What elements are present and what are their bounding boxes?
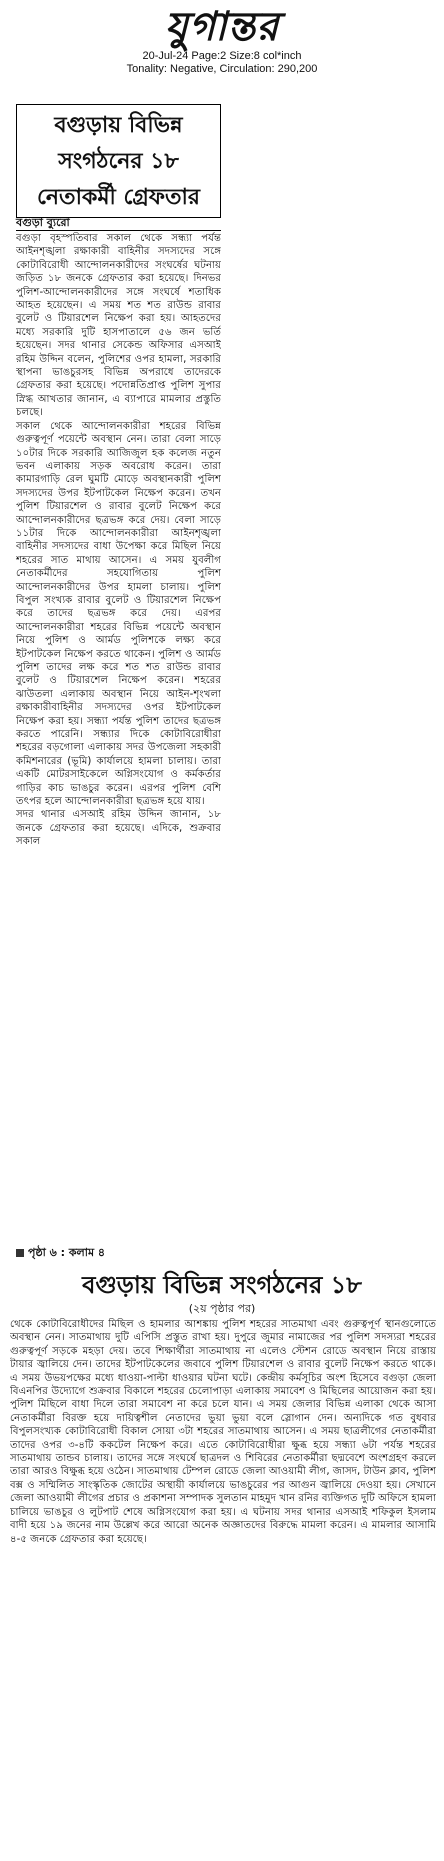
article-paragraph: সদর থানার এসআই রহিম উদ্দিন জানান, ১৮ জনকে গ্রেফতার করা হয়েছে। এদিকে, শুক্রবার সকাল <box>16 809 221 848</box>
jump-reference-text: পৃষ্ঠা ৬ : কলাম ৪ <box>28 1246 106 1259</box>
continuation-paragraph: থেকে কোটাবিরোধীদের মিছিল ও হামলার আশঙ্কায় পুলিশ শহরের সাতমাথা এবং গুরুত্বপূর্ণ স্থানগুলোতে অবস্থান নেন। সাতমাথায় দুটি এপিসি প্রস্তুত রাখা হয়। দুপুরে জুমার নামাজের পর পুলিশ সদস্যরা শহরের গুরুত্বপূর্ণ সড়কে মহড়া দেয়। তবে শিক্ষার্থীরা সাতমাথায় না এলেও স্টেশন রোডে অবস্থান নিয়ে রাস্তায় টায়ার জ্বালিয়ে দেন। তাদের ইটপাটকেলের জবাবে পুলিশ টিয়ারশেল ও রাবার বুলেট নিক্ষেপ করতে থাকে। এ সময় উভয়পক্ষের মধ্যে ধাওয়া-পাল্টা ধাওয়ার ঘটনা ঘটে। কেন্দ্রীয় কর্মসূচির অংশ হিসেবে বগুড়া জেলা বিএনপির উদ্যোগে শুক্রবার বিকালে শহরের চেলোপাড়া এলাকায় সমাবেশ ও মিছিলের আয়োজন করা হয়। পুলিশ মিছিলে বাধা দিলে তারা সমাবেশ না করে চলে যান। এ সময় জেলার বিভিন্ন এলাকা থেকে আসা নেতাকর্মীরা বিরক্ত হয়ে দায়িত্বশীল নেতাদের ভুয়া ভুয়া বলে স্লোগান দেন। অন্যদিকে গত বুধবার বিপুলসংখ্যক কোটাবিরোধী বিকাল সোয়া ৩টা শহরের সাতমাথায় আসেন। এ সময় ছাত্রলীগের নেতাকর্মীরা তাদের ওপর ৩-৪টি ককটেল নিক্ষেপ করে। এতে কোটাবিরোধীরা ক্ষুব্ধ হয়ে সন্ধ্যা ৬টা পর্যন্ত শহরের সাতমাথায় তান্ডব চালায়। তাদের সঙ্গে সংঘর্ষে ছাত্রদল ও শিবিরের নেতাকর্মীরা ছদ্মবেশে অংশগ্রহণ করলে তারা আরও বিক্ষুব্ধ হয়ে ওঠেন। সাতমাথায় টেম্পল রোডে জেলা আওয়ামী লীগ, জাসদ, টাউন ক্লাব, পুলিশ বক্স ও সম্মিলিত সাংস্কৃতিক জোটের অস্থায়ী কার্যালয়ে ভাঙচুরের পর আগুন জ্বালিয়ে দেওয়া হয়। সেখানে জেলা আওয়ামী লীগের প্রচার ও প্রকাশনা সম্পাদক সুলতান মাহমুদ খান রনির ব্যক্তিগত দুটি অফিসে হামলা চালিয়ে ভাঙচুর ও লুটপাট শেষে অগ্নিসংযোগ করা হয়। এ ঘটনায় সদর থানার এসআই শফিকুল ইসলাম বাদী হয়ে ১৯ জনের নাম উল্লেখ করে আরো অনেক অজ্ঞাতদের বিরুদ্ধে মামলা করেন। এ মামলার আসামি ৪-৫ জনকে গ্রেফতার করা হয়েছে। <box>10 1319 436 1545</box>
clip-meta-tonality: Tonality: Negative, Circulation: 290,200 <box>126 63 318 75</box>
continuation-body <box>10 1318 436 1853</box>
continuation-subhead: (২য় পৃষ্ঠার পর) <box>188 1302 256 1315</box>
article-column <box>16 232 221 1242</box>
article-byline: বগুড়া ব্যুরো <box>16 216 221 231</box>
newspaper-logo: যুগান্তর <box>164 3 280 50</box>
article-paragraph: সকাল থেকে আন্দোলনকারীরা শহরের বিভিন্ন গুরুত্বপূর্ণ পয়েন্টে অবস্থান নেন। তারা বেলা সাড়ে ১০টার দিকে সরকারি আজিজুল হক কলেজ নতুন ভবন এলাকায় সড়ক অবরোধ করেন। তারা কামারগাড়ি রেল ঘুমটি মোড়ে অবস্থানকারী পুলিশ সদস্যদের উপর ইটপাটকেল নিক্ষেপ করেন। তখন পুলিশ টিয়ারশেল ও রাবার বুলেট নিক্ষেপ করে আন্দোলনকারীদের ছত্রভঙ্গ করে দেয়। বেলা সাড়ে ১১টার দিকে আন্দোলনকারীরা আইনশৃঙ্খলা বাহিনীর সদস্যদের বাধা উপেক্ষা করে মিছিল নিয়ে শহরের সাত মাথায় আসেন। এ সময় যুবলীগ নেতাকর্মীদের সহযোগিতায় পুলিশ আন্দোলনকারীদের উপর হামলা চালায়। পুলিশ বিপুল সংখ্যক রাবার বুলেট ও টিয়ারশেল নিক্ষেপ করে তাদের ছত্রভঙ্গ করে দেয়। এরপর আন্দোলনকারীরা শহরের বিভিন্ন পয়েন্টে অবস্থান নিয়ে পুলিশ ও আর্মড পুলিশকে লক্ষ্য করে ইটপাটকেল নিক্ষেপ করতে থাকেন। পুলিশ ও আর্মড পুলিশ তাদের লক্ষ করে শত শত রাউন্ড রাবার বুলেট ও টিয়ারশেল নিক্ষেপ করেন। শহরের ঝাউতলা এলাকায় অবস্থান নিয়ে আইন-শৃংখলা রক্ষাকারীবাহিনীর সদস্যদের ওপর ইটপাটকেল নিক্ষেপ করা হয়। সন্ধ্যা পর্যন্ত পুলিশ তাদের ছত্রভঙ্গ করতে পারেনি। সন্ধ্যার দিকে কোটাবিরোধীরা শহরের বড়গোলা এলাকায় সদর উপজেলা সহকারী কমিশনারের (ভূমি) কার্যালয়ে হামলা চালায়। তারা একটি মোটরসাইকেলে অগ্নিসংযোগ ও কর্মকর্তার গাড়ির কাচ ভাঙচুর করেন। এরপর পুলিশ বেশি তৎপর হলে আন্দোলনকারীরা ছত্রভঙ্গ হয়ে যায়। <box>16 420 221 808</box>
continuation-headline: বগুড়ায় বিভিন্ন সংগঠনের ১৮ <box>82 1270 362 1299</box>
square-bullet-icon <box>16 1249 24 1257</box>
clip-meta-date-page: 20-Jul-24 Page:2 Size:8 col*inch <box>142 50 302 62</box>
masthead <box>0 4 444 76</box>
article-paragraph: বগুড়া বৃহস্পতিবার সকাল থেকে সন্ধ্যা পর্যন্ত আইনশৃঙ্খলা রক্ষাকারী বাহিনীর সদস্যদের সঙ্গে কোটাবিরোধী আন্দোলনকারীদের সংঘর্ষের ঘটনায় জড়িত ১৮ জনকে গ্রেফতার করা হয়েছে। দিনভর পুলিশ-আন্দোলনকারীদের সঙ্গে সংঘর্ষে শতাধিক আহত হয়েছেন। এ সময় শত শত রাউন্ড রাবার বুলেট ও টিয়ারশেল নিক্ষেপ করা হয়। আহতদের মধ্যে সরকারি দুটি হাসপাতালে ৫৬ জন ভর্তি হয়েছেন। সদর থানার সেকেন্ড অফিসার এসআই রহিম উদ্দিন বলেন, পুলিশের ওপর হামলা, সরকারি স্থাপনা ভাঙচুরসহ বিভিন্ন অপরাধে তাদেরকে গ্রেফতার করা হয়েছে। পদোন্নতিপ্রাপ্ত পুলিশ সুপার স্নিগ্ধ আখতার জানান, এ ব্যাপারে মামলার প্রস্তুতি চলছে। <box>16 233 221 419</box>
article-headline: বগুড়ায় বিভিন্ন সংগঠনের ১৮ নেতাকর্মী গ্রেফতার <box>16 104 221 218</box>
jump-reference <box>16 1246 105 1260</box>
